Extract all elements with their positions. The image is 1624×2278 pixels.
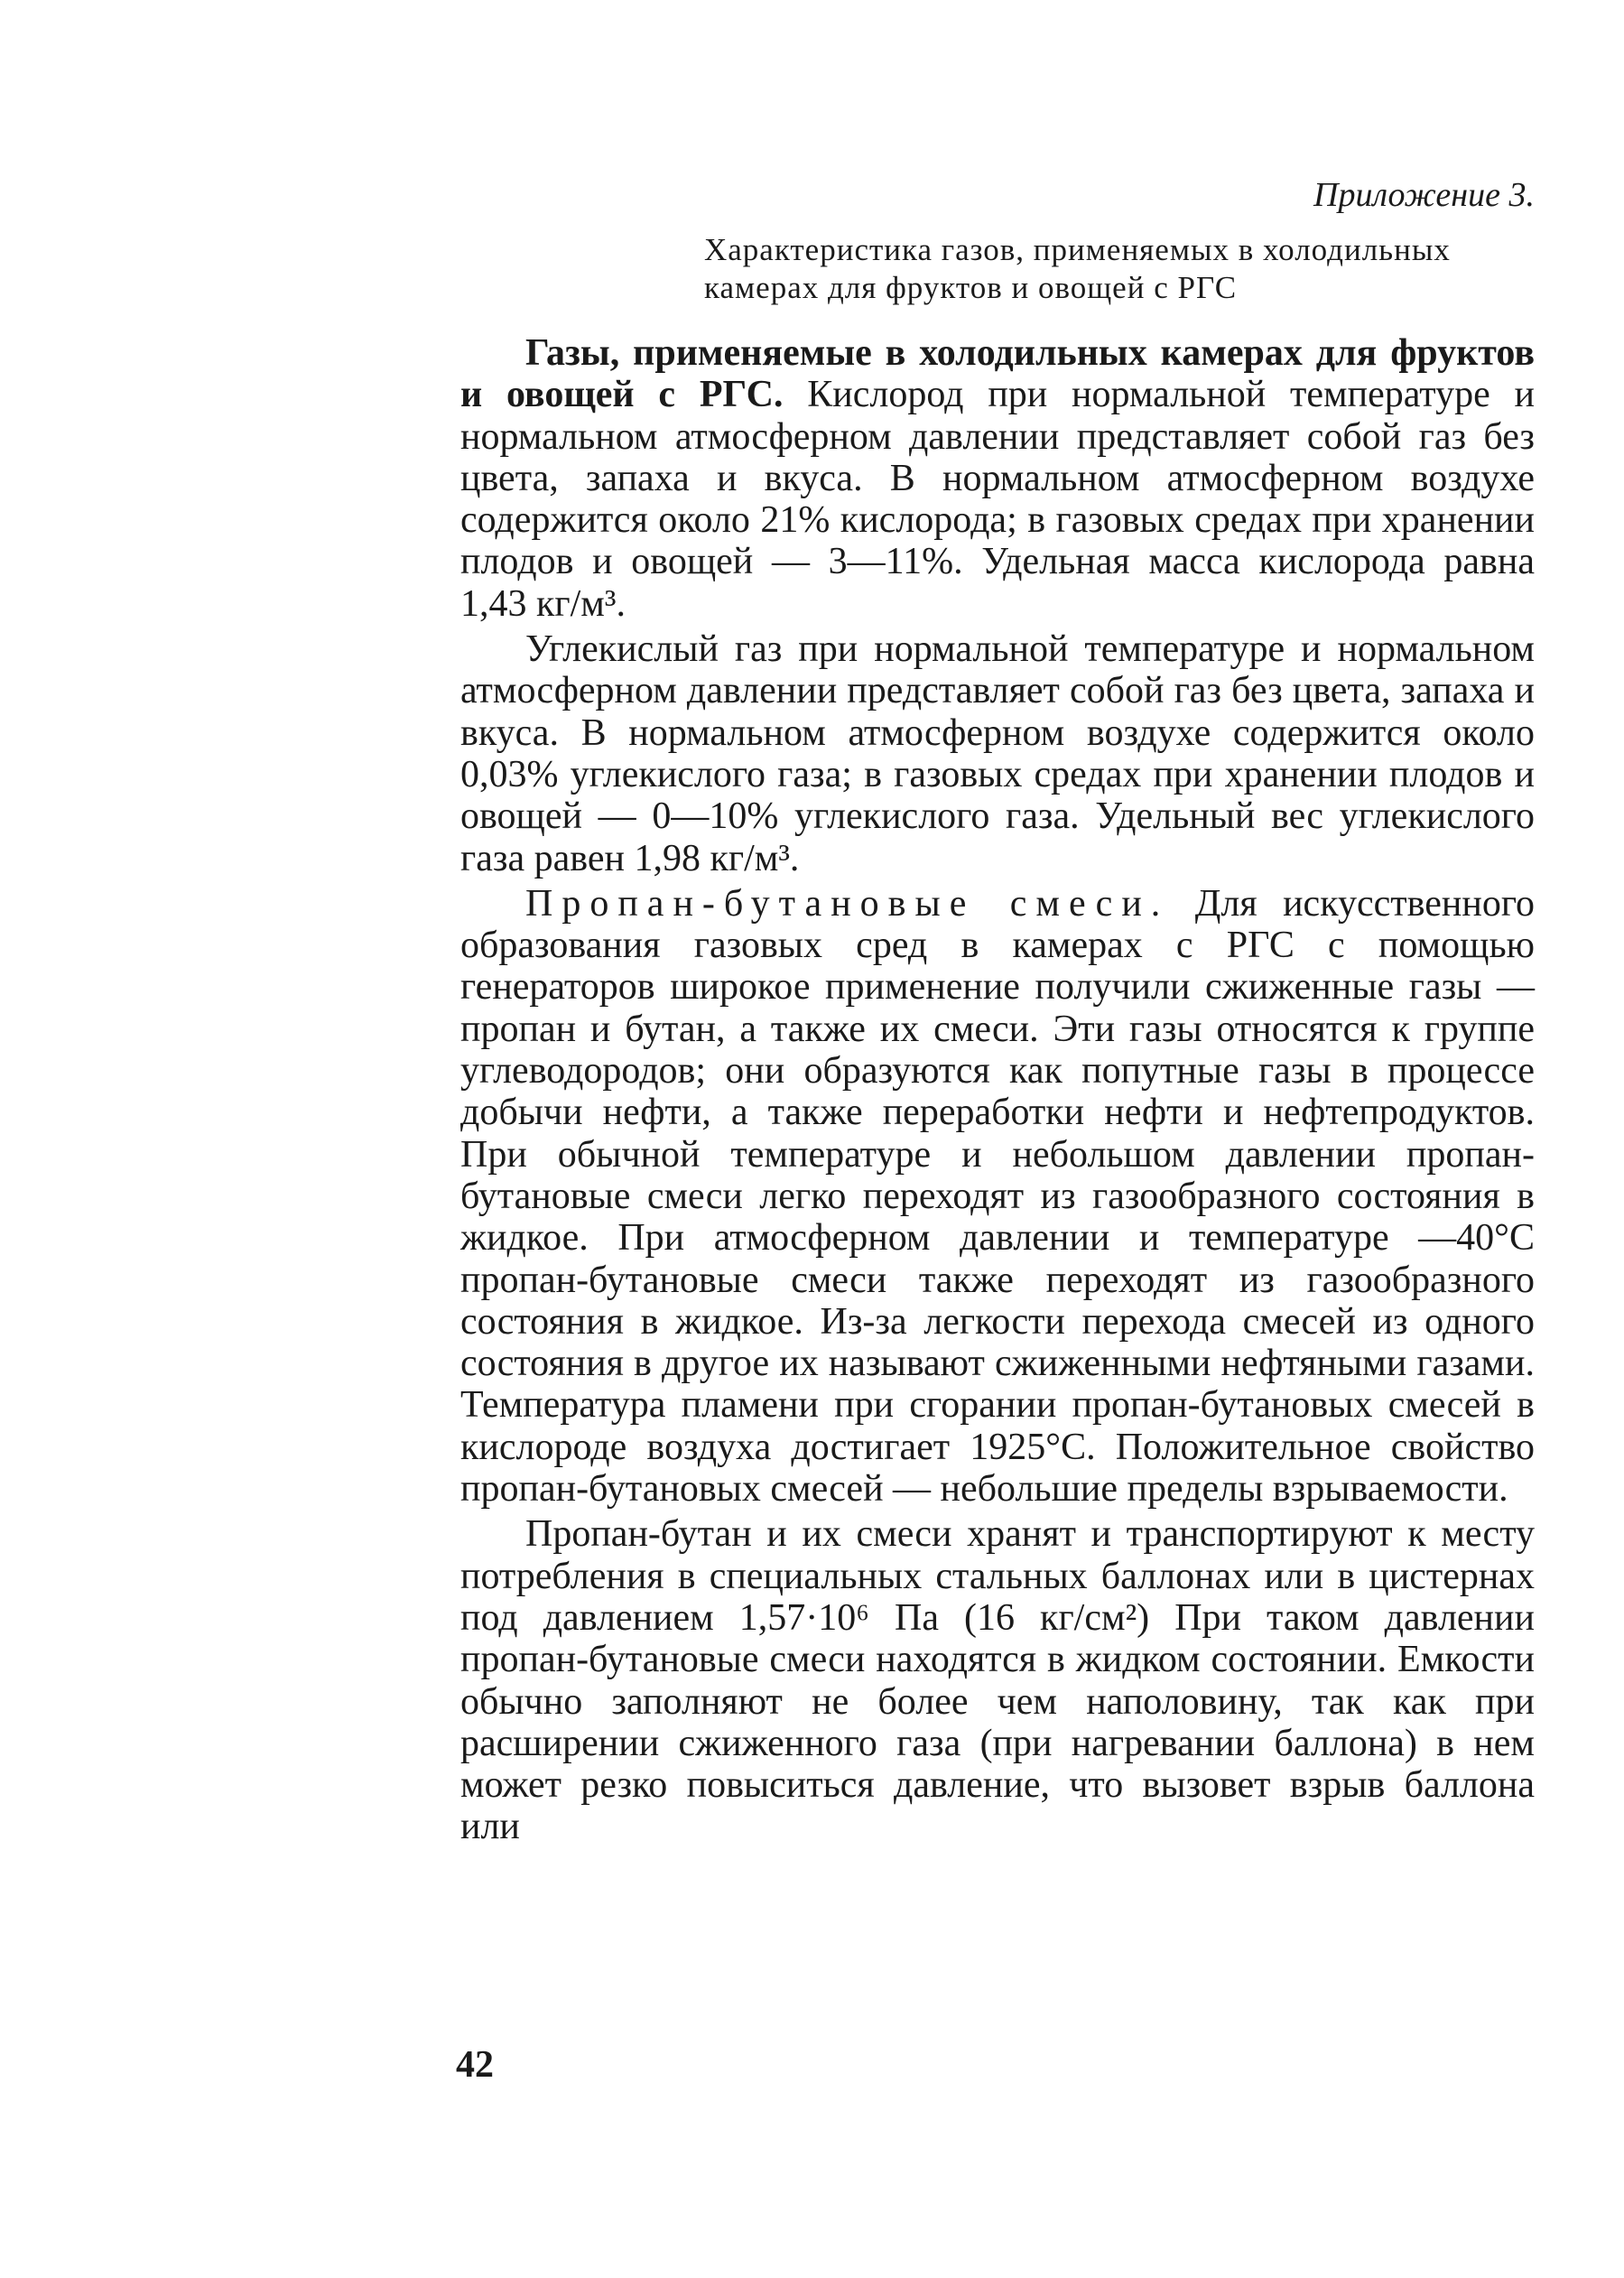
appendix-title: Характеристика газов, применяемых в холодильных камерах для фруктов и овощей с РГС bbox=[704, 232, 1451, 305]
body-text bbox=[460, 332, 1535, 1848]
page-number: 42 bbox=[456, 2044, 494, 2086]
appendix-label: Приложение 3. bbox=[1313, 176, 1535, 214]
paragraph-text: Пропан-бутан и их смеси хранят и транспортируют к месту потребления в специальных стальных баллонах или в цистернах под давлением 1,57·10⁶ Па (16 кг/см²) При таком давлении пропан-бутановые смеси находятся в жидком состоянии. Емкости обычно заполняют не более чем наполовину, так как при расширении сжиженного газа (при нагревании баллона) в нем может резко повыситься давление, что вызовет взрыв баллона или bbox=[460, 1513, 1535, 1848]
paragraph-gases-oxygen bbox=[460, 332, 1535, 625]
paragraph-propane-butane bbox=[460, 883, 1535, 1510]
paragraph-text: Для искусственного образования газовых сред в камерах с РГС с помощью генераторов широкое применение получили сжиженные газы — пропан и бутан, а также их смеси. Эти газы относятся к группе углеводородов; они образуются как попутные газы в процессе добычи нефти, а также переработки нефти и нефтепродуктов. При обычной температуре и небольшом давлении пропан-бутановые смеси легко переходят из газообразного состояния в жидкое. При атмосферном давлении и температуре —40°C пропан-бутановые смеси также переходят из газообразного состояния в жидкое. Из-за легкости перехода смесей из одного состояния в другое их называют сжиженными нефтяными газами. Температура пламени при сгорании пропан-бутановых смесей в кислороде воздуха достигает 1925°C. Положительное свойство пропан-бутановых смесей — небольшие пределы взрываемости. bbox=[460, 882, 1535, 1511]
paragraph-text: Кислород при нормальной температуре и нормальном атмосферном давлении представляет собой газ без цвета, запаха и вкуса. В нормальном атмосферном воздухе содержится около 21% кислорода; в газовых средах при хранении плодов и овощей — 3—11%. Удельная масса кислорода равна 1,43 кг/м³. bbox=[460, 374, 1535, 625]
paragraph-storage-transport bbox=[460, 1513, 1535, 1847]
appendix-header bbox=[704, 172, 1535, 307]
paragraph-text: Углекислый газ при нормальной температуре и нормальном атмосферном давлении представляет собой газ без цвета, запаха и вкуса. В нормальном атмосферном воздухе содержится около 0,03% углекислого газа; в газовых средах при хранении плодов и овощей — 0—10% углекислого газа. Удельный вес углекислого газа равен 1,98 кг/м³. bbox=[460, 628, 1535, 879]
paragraph-spaced-heading: Пропан-бутановые смеси. bbox=[525, 882, 1170, 925]
paragraph-carbon-dioxide bbox=[460, 628, 1535, 879]
paragraph-lead-heading: Газы, применяемые в холодильных камерах для фруктов и овощей с РГС. bbox=[460, 332, 1535, 416]
